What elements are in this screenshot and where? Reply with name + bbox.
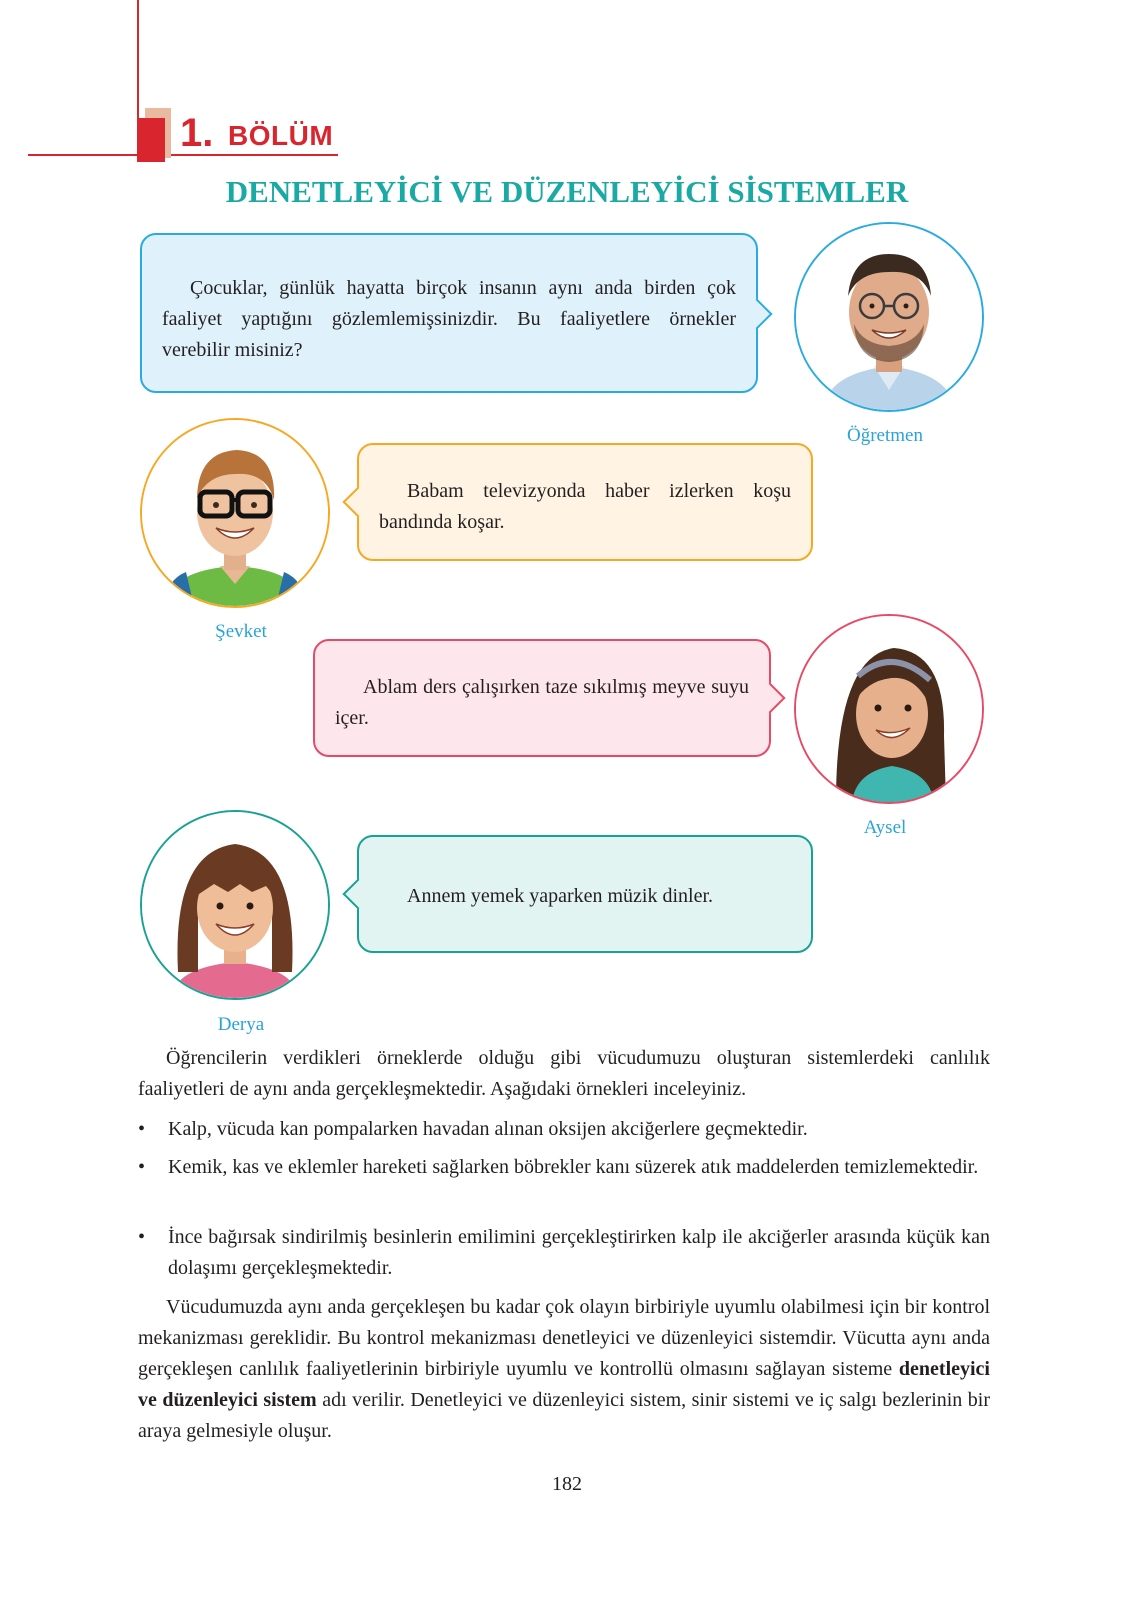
derya-portrait [140,810,330,1000]
teacher-speech-text: Çocuklar, günlük hayatta birçok insanın aynı anda birden çok faaliyet yaptığını gözlemlemişsinizdir. Bu faaliyetlere örnekler verebilir misiniz? [162,277,736,361]
derya-speech-text: Annem yemek yaparken müzik dinler. [407,885,714,907]
closing-paragraph [138,1292,990,1447]
aysel-name: Aysel [863,817,907,838]
sevket-name: Şevket [215,621,267,642]
bubble-tail [342,486,373,517]
teacher-name: Öğretmen [847,425,923,446]
sevket-speech-text: Babam televizyonda haber izlerken koşu bandında koşar. [379,480,791,533]
aysel-portrait [794,614,984,804]
chapter-block [137,118,165,162]
closing-text-start: Vücudumuzda aynı anda gerçekleşen bu kadar çok olayın birbiriyle uyumlu olabilmesi için bir kontrol mekanizması gereklidir. Bu kontrol mekanizması denetleyici ve düzenleyici sistemdir. Vücutta aynı anda gerçekleşen canlılık faaliyetlerinin birbiriyle uyumlu ve kontrollü olmasını sağlayan sisteme [138,1296,990,1380]
intro-paragraph: Öğrencilerin verdikleri örneklerde olduğu gibi vücudumuzu oluşturan sistemlerdeki canlılık faaliyetleri de aynı anda gerçekleşmektedir. Aşağıdaki örnekleri inceleyiniz. [138,1047,990,1100]
bullet-dot: • [138,1118,146,1140]
bullet-text: Kalp, vücuda kan pompalarken havadan alınan oksijen akciğerlere geçmektedir. [168,1118,808,1140]
bullet-item [138,1152,990,1183]
page-title: DENETLEYİCİ VE DÜZENLEYİCİ SİSTEMLER [225,174,909,209]
bullet-text: Kemik, kas ve eklemler hareketi sağlarken böbrekler kanı süzerek atık maddelerden temizlemektedir. [168,1156,979,1178]
chapter-number: 1. [180,111,214,155]
aysel-speech-bubble [313,639,771,757]
teacher-portrait [794,222,984,412]
key-term: denetleyici ve düzenleyici sistem [138,1358,990,1411]
sevket-speech-bubble [357,443,813,561]
aysel-speech-text: Ablam ders çalışırken taze sıkılmış meyve suyu içer. [335,676,749,729]
page-number: 182 [552,1473,582,1495]
derya-speech-bubble [357,835,813,953]
bullet-item [138,1114,990,1145]
chapter-label: BÖLÜM [228,120,334,151]
bullet-dot: • [138,1226,146,1248]
bubble-tail [754,682,785,713]
bubble-tail [342,878,373,909]
bullet-text: İnce bağırsak sindirilmiş besinlerin emilimini gerçekleştirirken kalp ile akciğerler arasında küçük kan dolaşımı gerçekleşmektedir. [168,1226,990,1279]
sevket-portrait [140,418,330,608]
closing-text-end: adı verilir. Denetleyici ve düzenleyici sistem, sinir sistemi ve iç salgı bezlerinin bir araya gelmesiyle oluşur. [138,1389,991,1442]
bullet-dot: • [138,1156,146,1178]
teacher-speech-bubble [140,233,758,393]
bubble-tail [741,298,772,329]
bullet-item [138,1222,990,1284]
derya-name: Derya [217,1014,265,1035]
